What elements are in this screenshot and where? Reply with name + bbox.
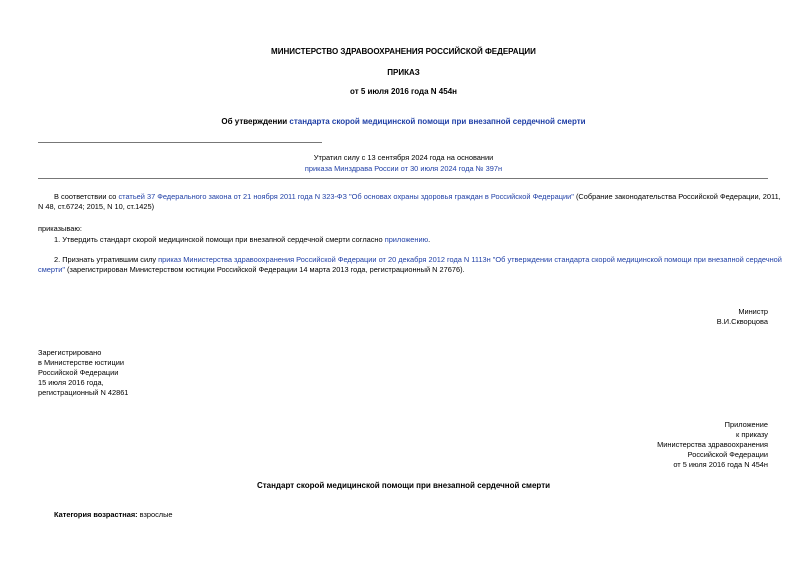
preamble-line2: N 48, ст.6724; 2015, N 10, ст.1425) bbox=[38, 202, 155, 211]
registration-line5: регистрационный N 42861 bbox=[38, 388, 129, 397]
preamble-rest: (Собрание законодательства Российской Федерации, 2011, bbox=[573, 192, 781, 201]
divider-short bbox=[38, 142, 322, 143]
doc-title bbox=[0, 116, 807, 127]
order-item-2-line2 bbox=[38, 265, 465, 275]
repeal-notice-line1: Утратил силу с 13 сентября 2024 года на основании bbox=[313, 153, 494, 162]
appendix-line3: Министерства здравоохранения bbox=[657, 440, 768, 449]
category-label: Категория возрастная: bbox=[54, 510, 138, 519]
preamble-intro: В соответствии со bbox=[54, 192, 119, 201]
appendix-line4: Российской Федерации bbox=[687, 450, 768, 459]
standard-title: Стандарт скорой медицинской помощи при внезапной сердечной смерти bbox=[256, 481, 551, 490]
order-item-2-line1 bbox=[54, 255, 782, 265]
appendix-line5: от 5 июля 2016 года N 454н bbox=[673, 460, 768, 469]
item2-text: 2. Признать утратившим силу bbox=[54, 255, 159, 264]
doc-title-prefix: Об утверждении bbox=[221, 117, 290, 126]
preamble-line1 bbox=[54, 192, 781, 202]
repeal-order-link[interactable]: приказа Минздрава России от 30 июля 2024 года № 397н bbox=[304, 164, 503, 173]
divider-long bbox=[38, 178, 768, 179]
appendix-line1: Приложение bbox=[724, 420, 768, 429]
law-link[interactable]: статьей 37 Федерального закона от 21 ноября 2011 года N 323-ФЗ "Об основах охраны здоровья граждан в Российской Федерации" bbox=[118, 192, 574, 201]
item1-end: . bbox=[428, 235, 431, 244]
appendix-link[interactable]: приложению bbox=[384, 235, 429, 244]
item1-text: 1. Утвердить стандарт скорой медицинской помощи при внезапной сердечной смерти согласно bbox=[54, 235, 385, 244]
order-item-1 bbox=[54, 235, 430, 245]
appendix-line2: к приказу bbox=[736, 430, 768, 439]
category-value: взрослые bbox=[137, 510, 173, 519]
category-line bbox=[54, 510, 173, 520]
item2-rest: (зарегистрирован Министерством юстиции Российской Федерации 14 марта 2013 года, регистрационный N 27676). bbox=[64, 265, 465, 274]
repealed-order-link[interactable]: приказ Министерства здравоохранения Российской Федерации от 20 декабря 2012 года N 1113н "Об утверждении стандарта скорой медицинской помощи при внезапной сердечной bbox=[158, 255, 782, 264]
order-word: приказываю: bbox=[38, 224, 82, 233]
doc-title-link[interactable]: стандарта скорой медицинской помощи при внезапной сердечной смерти bbox=[289, 117, 586, 126]
registration-line4: 15 июля 2016 года, bbox=[38, 378, 104, 387]
registration-line2: в Министерстве юстиции bbox=[38, 358, 125, 367]
registration-line1: Зарегистрировано bbox=[38, 348, 102, 357]
repealed-order-link-cont[interactable]: смерти" bbox=[38, 265, 65, 274]
registration-block bbox=[38, 348, 128, 398]
registration-line3: Российской Федерации bbox=[38, 368, 119, 377]
ministry-title: МИНИСТЕРСТВО ЗДРАВООХРАНЕНИЯ РОССИЙСКОЙ ФЕДЕРАЦИИ bbox=[271, 47, 536, 56]
doc-type: ПРИКАЗ bbox=[387, 68, 420, 77]
appendix-block bbox=[560, 420, 768, 470]
signature-name: В.И.Скворцова bbox=[716, 317, 768, 326]
signature-title: Министр bbox=[738, 307, 768, 316]
doc-date-number: от 5 июля 2016 года N 454н bbox=[350, 87, 457, 96]
repeal-notice-line2 bbox=[0, 164, 807, 174]
